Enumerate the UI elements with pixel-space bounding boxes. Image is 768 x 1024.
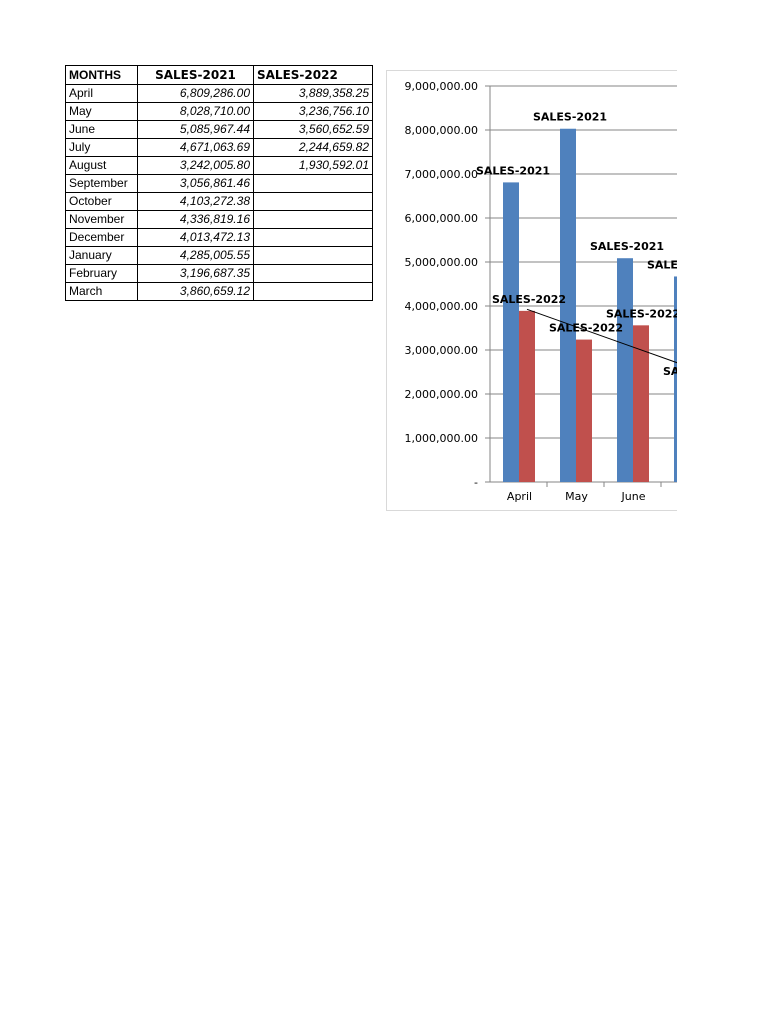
sales-2022-cell[interactable] [254, 175, 373, 193]
sales-2021-cell[interactable]: 4,013,472.13 [138, 229, 254, 247]
sales-2022-cell[interactable] [254, 193, 373, 211]
table-row [66, 265, 373, 283]
month-cell[interactable]: March [66, 283, 138, 301]
y-tick-label: 8,000,000.00 [404, 124, 478, 137]
month-cell[interactable]: July [66, 139, 138, 157]
sales-2021-cell[interactable]: 6,809,286.00 [138, 85, 254, 103]
sales-2022-cell[interactable] [254, 265, 373, 283]
x-tick-label: June [621, 490, 646, 503]
y-tick-label: 7,000,000.00 [404, 168, 478, 181]
bar-sales-2021 [503, 182, 519, 482]
sales-2021-cell[interactable]: 3,056,861.46 [138, 175, 254, 193]
y-tick-label: 3,000,000.00 [404, 344, 478, 357]
sales-2021-cell[interactable]: 4,671,063.69 [138, 139, 254, 157]
data-label-sales-2021: SALES-2021 [532, 110, 608, 124]
month-cell[interactable]: June [66, 121, 138, 139]
table-row [66, 247, 373, 265]
header-sales-2021[interactable]: SALES-2021 [138, 66, 254, 85]
month-cell[interactable]: September [66, 175, 138, 193]
bar-sales-2022 [633, 325, 649, 482]
y-tick-label: 1,000,000.00 [404, 432, 478, 445]
table-row [66, 139, 373, 157]
x-tick-label: May [565, 490, 588, 503]
month-cell[interactable]: October [66, 193, 138, 211]
sales-2021-cell[interactable]: 3,196,687.35 [138, 265, 254, 283]
bar-sales-2022 [576, 340, 592, 482]
bar-sales-2022 [519, 311, 535, 482]
table-row [66, 121, 373, 139]
y-tick-label: - [474, 476, 478, 489]
data-label-sales-2022: SALES-2022 [491, 292, 567, 306]
sales-2022-cell[interactable]: 3,889,358.25 [254, 85, 373, 103]
y-tick-label: 4,000,000.00 [404, 300, 478, 313]
data-label-sales-2022: SALES-2022 [605, 307, 681, 321]
y-tick-label: 6,000,000.00 [404, 212, 478, 225]
data-label-sales-2021: SALES-2021 [475, 164, 551, 178]
table-row [66, 103, 373, 121]
sales-2022-cell[interactable]: 3,236,756.10 [254, 103, 373, 121]
y-tick-label: 5,000,000.00 [404, 256, 478, 269]
month-cell[interactable]: December [66, 229, 138, 247]
sales-2022-cell[interactable] [254, 229, 373, 247]
bar-sales-2021 [617, 258, 633, 482]
sales-chart-svg: -1,000,000.002,000,000.003,000,000.004,000,000.005,000,000.006,000,000.007,000,000.008,000,000.009,000,000.00April May June JulySALES-2021SALES-2022SALES-2021SALES-2022SALES-2021SALES-2022SALES-2021SALES-2022 [404, 80, 738, 503]
sales-chart[interactable] [386, 70, 738, 511]
data-label-sales-2021: SALES-2021 [646, 258, 722, 272]
data-label-sales-2022: SALES-2022 [548, 321, 624, 335]
table-row [66, 229, 373, 247]
table-header-row [66, 66, 373, 85]
sales-2022-cell[interactable] [254, 247, 373, 265]
sales-2021-cell[interactable]: 4,336,819.16 [138, 211, 254, 229]
month-cell[interactable]: January [66, 247, 138, 265]
sales-2021-cell[interactable]: 8,028,710.00 [138, 103, 254, 121]
month-cell[interactable]: August [66, 157, 138, 175]
x-tick-label: April [506, 490, 533, 503]
y-tick-label: 9,000,000.00 [404, 80, 478, 93]
sales-2022-cell[interactable] [254, 211, 373, 229]
y-tick-label: 2,000,000.00 [404, 388, 478, 401]
month-cell[interactable]: November [66, 211, 138, 229]
month-cell[interactable]: February [66, 265, 138, 283]
table-row [66, 283, 373, 301]
sales-2022-cell[interactable]: 2,244,659.82 [254, 139, 373, 157]
table-row [66, 211, 373, 229]
month-cell[interactable]: April [66, 85, 138, 103]
sales-table [65, 65, 373, 301]
sales-table-body [66, 66, 373, 301]
month-cell[interactable]: May [66, 103, 138, 121]
data-label-sales-2022: SALES-2022 [662, 365, 738, 379]
sales-2022-cell[interactable] [254, 283, 373, 301]
sales-2021-cell[interactable]: 4,285,005.55 [138, 247, 254, 265]
table-row [66, 157, 373, 175]
data-label-sales-2021: SALES-2021 [589, 240, 665, 254]
sales-2021-cell[interactable]: 5,085,967.44 [138, 121, 254, 139]
table-row [66, 85, 373, 103]
sales-2021-cell[interactable]: 4,103,272.38 [138, 193, 254, 211]
sales-2022-cell[interactable]: 1,930,592.01 [254, 157, 373, 175]
header-sales-2022[interactable]: SALES-2022 [254, 66, 373, 85]
sales-2021-cell[interactable]: 3,242,005.80 [138, 157, 254, 175]
sales-2022-cell[interactable]: 3,560,652.59 [254, 121, 373, 139]
table-row [66, 193, 373, 211]
sales-2021-cell[interactable]: 3,860,659.12 [138, 283, 254, 301]
table-row [66, 175, 373, 193]
header-months[interactable]: MONTHS [66, 66, 138, 85]
